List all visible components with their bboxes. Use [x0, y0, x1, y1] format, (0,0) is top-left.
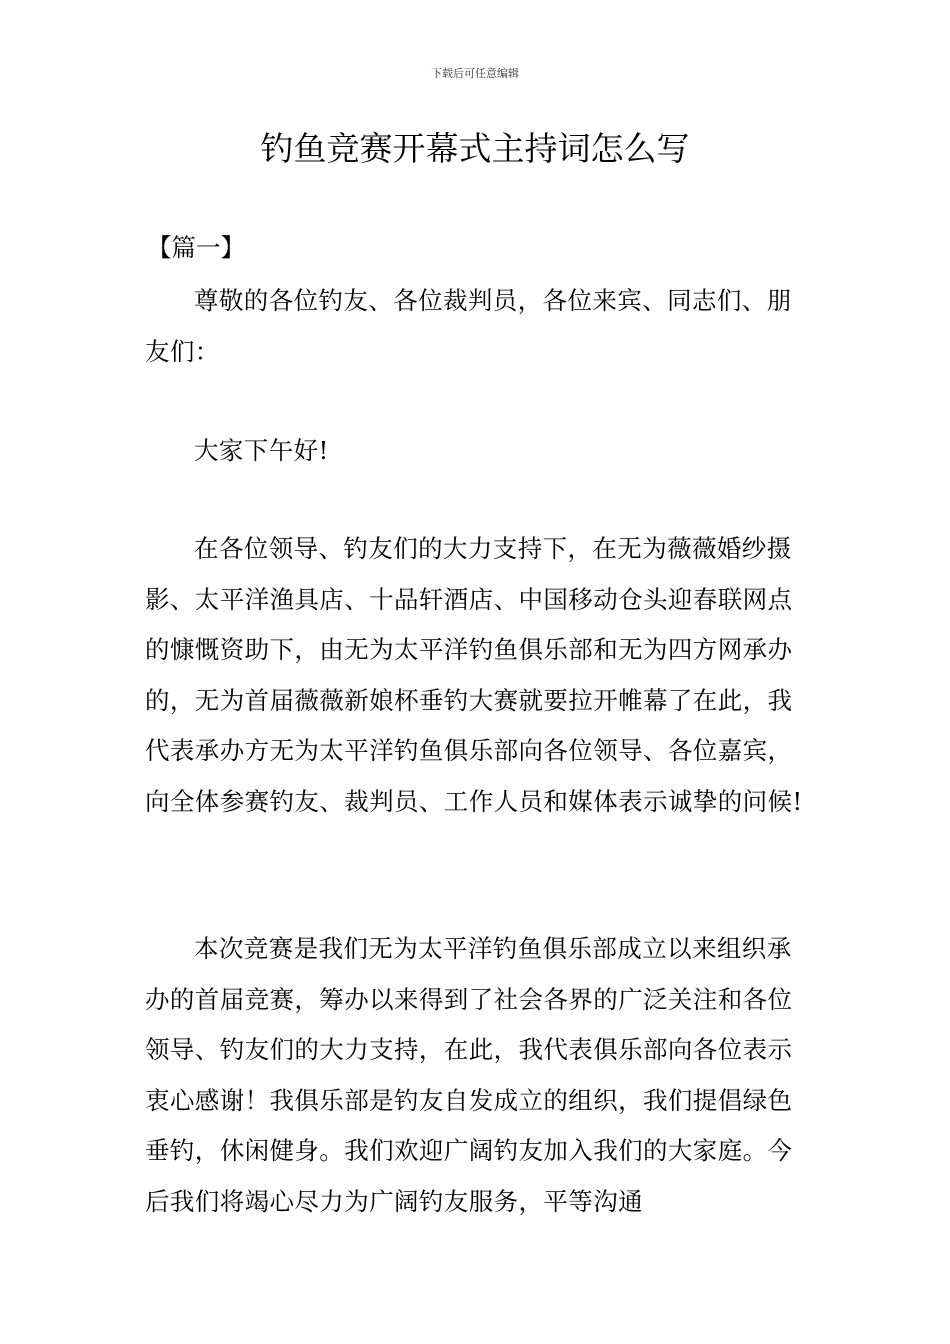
paragraph-introduction — [145, 524, 809, 827]
document-title: 钓鱼竞赛开幕式主持词怎么写 — [260, 129, 690, 168]
section-label: 【篇一】 — [147, 233, 245, 262]
paragraph-text: 大家下午好! — [194, 436, 329, 465]
paragraph-text: 本次竞赛是我们无为太平洋钓鱼俱乐部成立以来组织承办的首届竞赛，筹办以来得到了社会各界的广泛关注和各位领导、钓友们的大力支持，在此，我代表俱乐部向各位表示衷心感谢！我俱乐部是钓友自发成立的组织，我们提倡绿色垂钓，休闲健身。我们欢迎广阔钓友加入我们的大家庭。今后我们将竭心尽力为广阔钓友服务，平等沟通 — [145, 934, 793, 1216]
paragraph-club-description — [145, 924, 809, 1227]
paragraph-greeting — [145, 426, 809, 477]
paragraph-text: 尊敬的各位钓友、各位裁判员，各位来宾、同志们、朋友们： — [145, 286, 792, 366]
paragraph-salutation — [145, 276, 809, 377]
header-note: 下载后可任意编辑 — [431, 67, 519, 80]
paragraph-text: 在各位领导、钓友们的大力支持下，在无为薇薇婚纱摄影、太平洋渔具店、十品轩酒店、中国移动仓头迎春联网点的慷慨资助下，由无为太平洋钓鱼俱乐部和无为四方网承办的，无为首届薇薇新娘杯垂钓大赛就要拉开帷幕了在此，我代表承办方无为太平洋钓鱼俱乐部向各位领导、各位嘉宾，向全体参赛钓友、裁判员、工作人员和媒体表示诚挚的问候! — [145, 534, 803, 816]
